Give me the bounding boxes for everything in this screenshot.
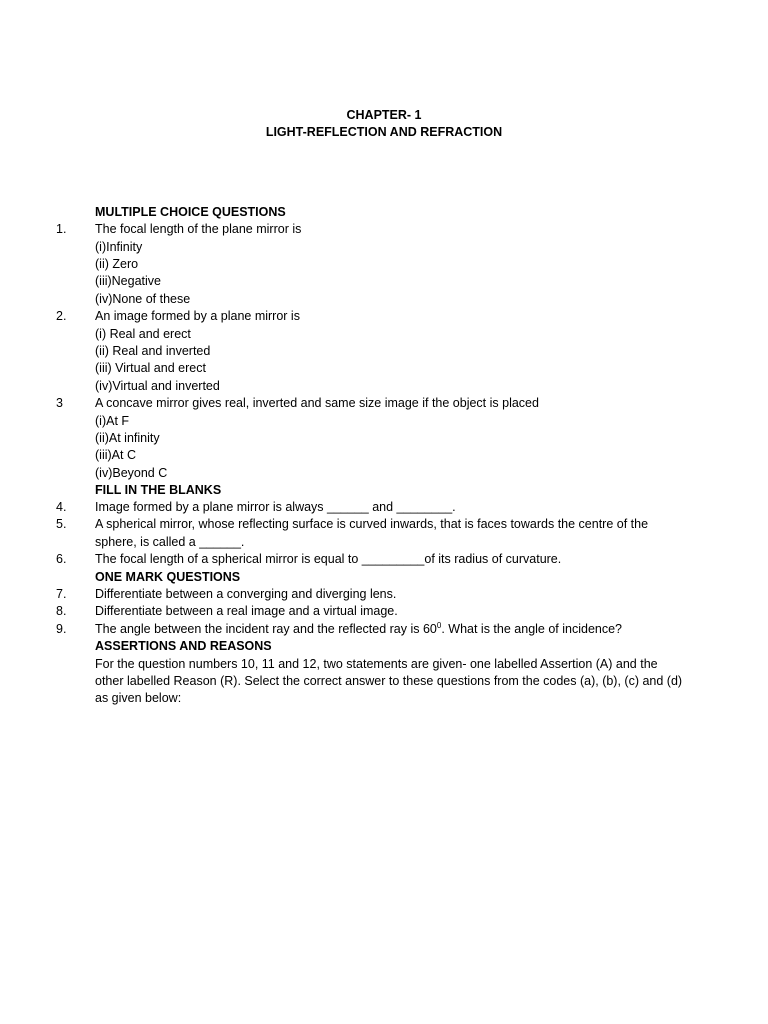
question-number: 8. (56, 604, 67, 618)
question-number: 9. (56, 622, 67, 636)
question-number: 3 (56, 396, 63, 410)
question-number: 6. (56, 552, 67, 566)
question-text: Image formed by a plane mirror is always ______ and ________. (95, 500, 456, 514)
question-text: The angle between the incident ray and the reflected ray is $60^0$. What is the angle of incidence? (95, 620, 623, 636)
question-number: 2. (56, 309, 67, 323)
question-number: 1. (56, 222, 67, 236)
question-text: An image formed by a plane mirror is (95, 309, 300, 323)
chapter-number: CHAPTER- 1 (346, 108, 422, 122)
question-text: A spherical mirror, whose reflecting surface is curved inwards, that is faces towards the centre of the (95, 517, 649, 531)
chapter-title: LIGHT-REFLECTION AND REFRACTION (265, 125, 503, 139)
question-number: 5. (56, 517, 67, 531)
question-number: 4. (56, 500, 67, 514)
question-text: A concave mirror gives real, inverted and same size image if the object is placed (95, 396, 539, 410)
question-text: Differentiate between a converging and diverging lens. (95, 587, 397, 601)
question-number: 7. (56, 587, 67, 601)
question-text: Differentiate between a real image and a virtual image. (95, 604, 398, 618)
question-text: The focal length of a spherical mirror is equal to _________of its radius of curvature. (95, 552, 562, 566)
superscript-degree: 0 (436, 620, 442, 630)
document-page: CHAPTER- 1 LIGHT-REFLECTION AND REFRACTION MULTIPLE CHOICE QUESTIONS 1. The focal length of the plane mirror is (i)Infinity (ii) Zero (iii)Negative (iv)None of these 2. An image formed by a plane mirror is (i) Real and erect (ii) Real and inverted (iii) Virtual and erect (iv)Virtual and inverted 3 A concave mirror gives real, inverted and same size image if the object is placed (i)At F (ii)At infinity (iii)At C (iv)Beyond C FILL IN THE BLANKS 4. Image formed by a plane mirror is always ______ and ________. 5. A spherical mirror, whose reflecting surface is curved inwards, that is faces towards the centre of the sphere, is called a ______. 6. The focal length of a spherical mirror is equal to _________of its radius of curvature. ONE MARK QUESTIONS 7. Differentiate between a converging and diverging lens. 8. Differentiate between a real image and a virtual image. 9. The angle between the incident ray and the reflected ray is $60^0$. What is the angle of incidence? ASSERTIONS AND REASONS For the question numbers 10, 11 and 12, two statements are given- one labelled Assertion (A) and the other labelled Reason (R). Select the correct answer to these questions from the codes (a), (b), (c) and (d) as given below: (0, 0, 768, 1024)
question-text: The focal length of the plane mirror is (95, 222, 302, 236)
